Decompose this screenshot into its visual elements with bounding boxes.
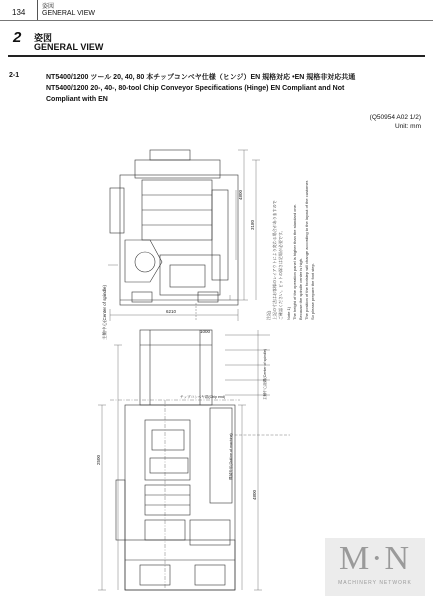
label-chip-end: チップコンベヤ端(Chip end) — [180, 395, 226, 399]
dim-front-total: 4800 — [252, 489, 257, 500]
panel-screen — [152, 430, 184, 450]
page-number: 134 — [12, 8, 26, 17]
front-dimensions — [98, 330, 290, 590]
note-en-line2: Because the spindle center is high. — [298, 257, 303, 320]
coolant-tank — [190, 520, 230, 545]
dim-front-height: 2500 — [96, 454, 101, 465]
chapter-title-jp: 姿図 — [34, 33, 53, 43]
chapter-number: 2 — [13, 29, 22, 46]
top-view — [110, 150, 238, 305]
label-dist-center: 主軸中心距離(Center of spindle) — [263, 348, 267, 400]
drawing-number: (Q50954 A02 1/2) — [369, 114, 421, 121]
chip-bucket — [135, 252, 155, 272]
chip-door — [145, 485, 190, 515]
spindle-unit — [160, 255, 220, 295]
section-title-en-line2: Compliant with EN — [46, 96, 108, 103]
note-jp-line1: 上記の寸法はお客様のレイアウトにより変わる場合がありますので — [272, 200, 277, 320]
top-duct — [150, 150, 190, 160]
label-center-of-spindle: 主軸中心(Center of spindle) — [102, 284, 107, 340]
header-section-jp: 姿図 — [42, 4, 55, 10]
front-view — [116, 330, 235, 590]
label-outline: 機械外形(Outline of machine) — [229, 433, 233, 480]
dim-height-2: 3180 — [250, 219, 255, 230]
chip-conveyor-hinge — [125, 240, 162, 282]
note-en-line3: The position of the footstep will change according to the layout of the customer. — [304, 179, 309, 320]
watermark-text: MACHINERY NETWORK — [338, 580, 412, 586]
spindle-housing — [170, 265, 205, 287]
note-jp-head: 注記) — [266, 310, 271, 320]
top-dimensions — [108, 150, 260, 321]
drawing-notes — [265, 180, 315, 320]
section-title-jp: NT5400/1200 ツール 20, 40, 80 本チップコンベヤ仕様（ヒンジ）EN 規格対応 •EN 規格非対応共通 — [46, 74, 356, 81]
section-number: 2-1 — [9, 72, 20, 79]
note-en-head: Note 1) — [286, 306, 291, 320]
dim-front-top: 1000 — [200, 329, 211, 334]
column-upper — [140, 330, 212, 405]
note-jp-line2: ご確認ください。ピットの深さは足場が必要です。 — [278, 228, 283, 320]
section-title-en-line1: NT5400/1200 20-, 40-, 80-tool Chip Conveyor Specifications (Hinge) EN Compliant and Not — [46, 85, 345, 92]
footstep — [116, 480, 125, 540]
side-box — [110, 188, 124, 233]
unit-label: Unit: mm — [395, 123, 421, 130]
dim-height-total: 4800 — [238, 189, 243, 200]
dim-width-top: 6210 — [166, 309, 177, 314]
header-section-en: GENERAL VIEW — [42, 10, 96, 17]
note-en-line1: The height of the operation panel is higher than the standard one. — [292, 203, 297, 320]
machine-outline-front — [125, 405, 235, 590]
watermark-logo: M·N — [338, 540, 412, 577]
chapter-title-en: GENERAL VIEW — [34, 42, 104, 52]
note-en-line4: So please prepare the foot step. — [310, 263, 315, 320]
watermark — [325, 538, 425, 596]
